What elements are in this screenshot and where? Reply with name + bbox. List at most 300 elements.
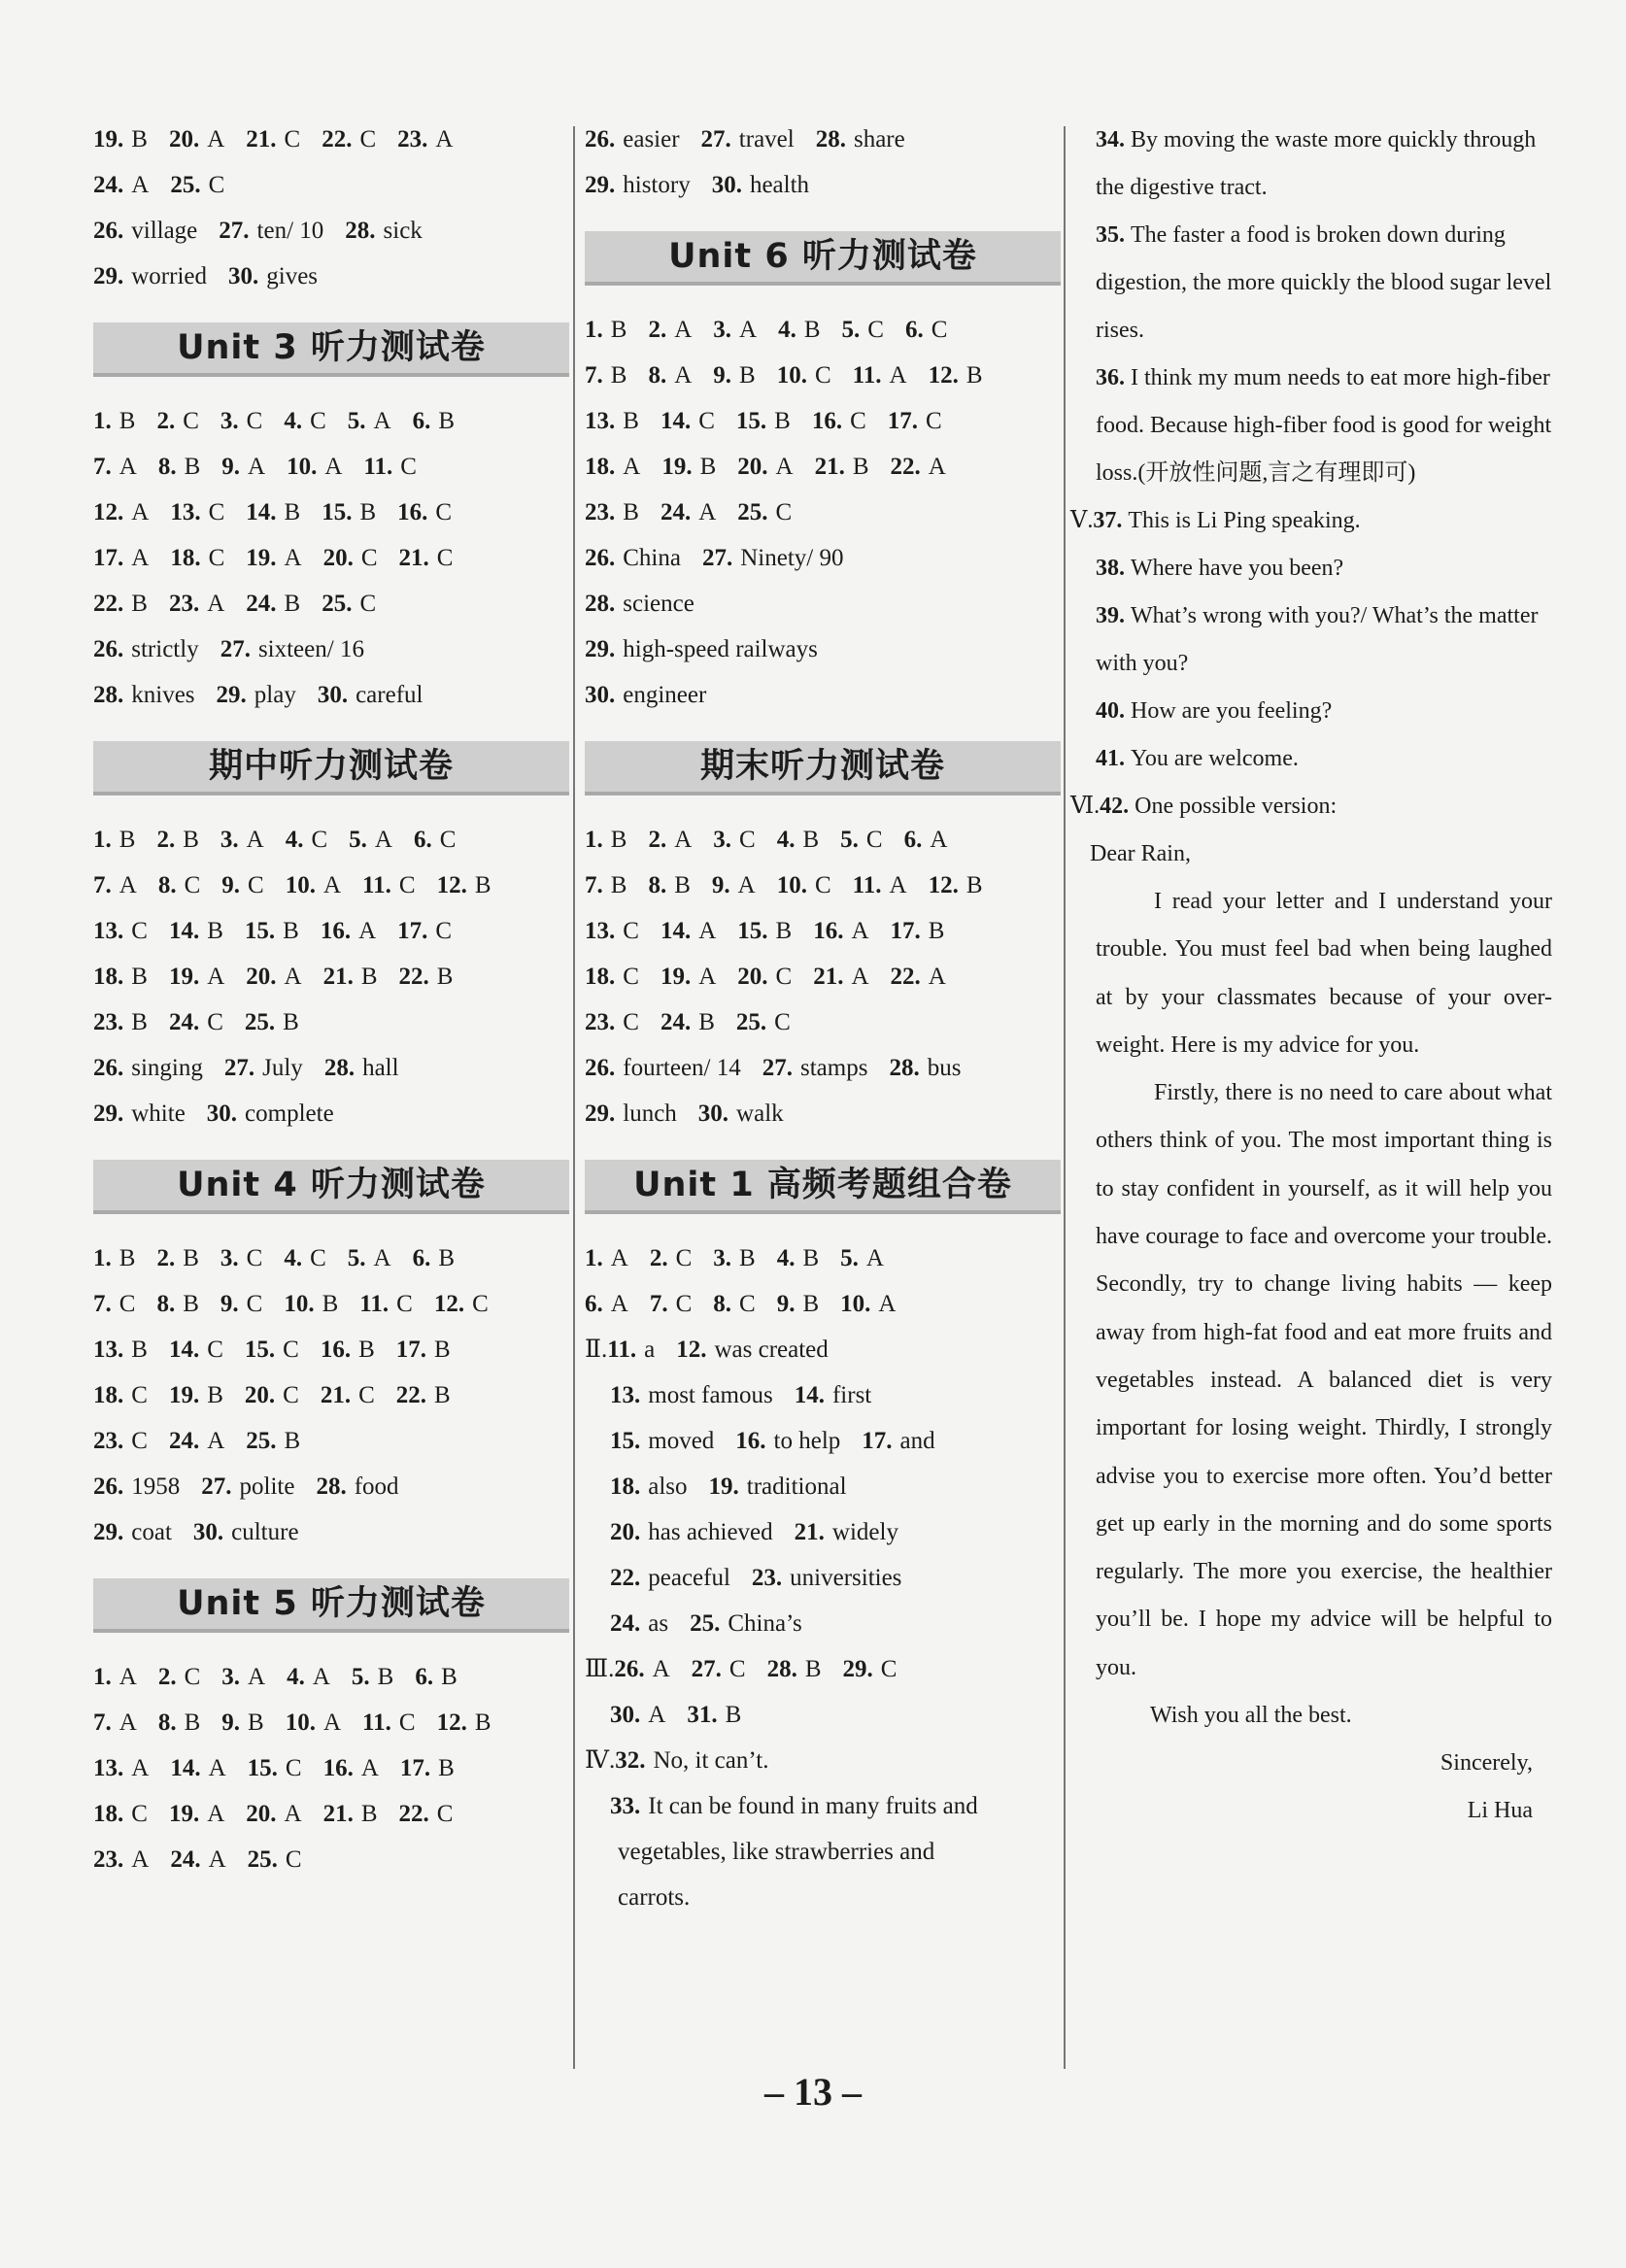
question-number: 2. [156, 408, 176, 434]
answer-item [93, 1418, 148, 1464]
question-number: 10. [284, 1291, 315, 1317]
answer-36: 36. I think my mum needs to eat more high-fiber food. Because high-fiber food is good for weight loss.(开放性问题,言之有理即可) [1096, 365, 1552, 486]
answer-35: 35. The faster a food is broken down during digestion, the more quickly the blood sugar level rises. [1096, 222, 1552, 343]
answer-item [170, 1745, 225, 1791]
question-number: 15. [247, 1755, 278, 1781]
answer-item [93, 581, 148, 626]
question-number: 30. [711, 172, 742, 198]
answer-item [286, 863, 341, 908]
answer-item [397, 908, 452, 954]
answer-item [585, 1045, 741, 1091]
question-number: 32. [615, 1747, 646, 1774]
answer-text: singing [131, 1055, 203, 1081]
answer-text: A [674, 362, 693, 389]
question-number: 6. [413, 827, 432, 853]
answer-item [217, 672, 296, 718]
answer-item [585, 817, 627, 863]
answer-line [585, 535, 1061, 581]
answer-item [93, 1745, 149, 1791]
question-number: 28. [345, 218, 376, 244]
answer-text: A [248, 454, 266, 480]
question-number: 9. [221, 454, 240, 480]
answer-text: C [728, 1656, 746, 1682]
answer-item [585, 444, 640, 490]
answer-line [93, 999, 569, 1045]
answer-item [585, 581, 694, 626]
answer-line [93, 1281, 569, 1327]
question-number: 1. [585, 1245, 603, 1271]
answer-item [224, 1045, 303, 1091]
answer-text: vegetables, like strawberries and [618, 1839, 935, 1865]
answer-item [93, 162, 149, 208]
answer-line [585, 353, 1061, 398]
question-number: 28. [766, 1656, 797, 1682]
answer-text: to help [773, 1428, 841, 1454]
answer-item [248, 1745, 302, 1791]
answer-text: peaceful [648, 1565, 730, 1591]
answer-text: hall [362, 1055, 399, 1081]
answer-text: C [131, 1382, 148, 1408]
question-number: 11. [852, 872, 882, 898]
answer-line [585, 672, 1061, 718]
answer-item [434, 1281, 489, 1327]
answer-text: C [246, 1245, 263, 1271]
answer-item [400, 1745, 455, 1791]
answer-item [221, 1700, 263, 1745]
answer-item [585, 1281, 628, 1327]
answer-item [93, 1509, 172, 1555]
answer-item [169, 954, 224, 999]
answer-item [650, 1281, 692, 1327]
answer-item [93, 254, 207, 299]
answer-item [701, 117, 795, 162]
question-number: 22. [322, 126, 353, 152]
answer-text: B [436, 964, 454, 990]
question-number: 14. [246, 499, 277, 525]
question-number: 13. [610, 1382, 641, 1408]
question-number: 12. [93, 499, 124, 525]
question-number: 10. [287, 454, 318, 480]
answer-item [813, 908, 868, 954]
answer-text: C [435, 499, 453, 525]
answer-text: China’s [728, 1610, 802, 1637]
answer-text: C [472, 1291, 489, 1317]
question-number: 3. [713, 1245, 731, 1271]
answer-text: A [374, 827, 392, 853]
question-number: 22. [398, 964, 429, 990]
answer-item [322, 581, 376, 626]
question-number: 27. [762, 1055, 793, 1081]
answer-text: A [360, 1755, 379, 1781]
answer-line [585, 1601, 1061, 1646]
answer-text: B [965, 362, 983, 389]
answer-item [321, 1372, 375, 1418]
answer-item [891, 954, 946, 999]
question-number: 24. [170, 1846, 201, 1873]
answer-item [762, 1045, 868, 1091]
answer-item [676, 1327, 829, 1372]
question-number: 29. [842, 1656, 873, 1682]
answer-item [158, 1654, 200, 1700]
answer-line [93, 1745, 569, 1791]
answer-text: C [183, 408, 199, 434]
question-number: 22. [395, 1382, 426, 1408]
question-number: 29. [93, 1519, 124, 1545]
question-number: 4. [285, 827, 304, 853]
question-number: 28. [889, 1055, 920, 1081]
answer-text: B [739, 362, 756, 389]
answer-item [158, 1700, 200, 1745]
answer-text: B [802, 1245, 820, 1271]
answer-text: C [208, 172, 225, 198]
column-divider [1064, 126, 1066, 2069]
question-number: 19. [168, 964, 200, 990]
question-number: 20. [246, 1801, 277, 1827]
answer-column-3 [1070, 117, 1552, 1835]
answer-item [156, 1281, 198, 1327]
answer-text: A [889, 872, 907, 898]
question-number: 19. [168, 1801, 200, 1827]
answer-item [853, 863, 907, 908]
answer-text: A [208, 1755, 226, 1781]
answer-text: white [131, 1100, 186, 1127]
question-number: 27. [700, 126, 731, 152]
question-number: 13. [93, 918, 124, 944]
question-number: 3. [713, 827, 731, 853]
question-number: 10. [840, 1291, 871, 1317]
answer-text: A [119, 1664, 137, 1690]
answer-item [396, 1372, 451, 1418]
question-number: 22. [890, 454, 921, 480]
answer-text: A [131, 545, 150, 571]
answer-text: B [131, 126, 148, 152]
answer-line [585, 398, 1061, 444]
answer-item [777, 353, 831, 398]
answer-text: B [852, 454, 869, 480]
answer-item [93, 626, 199, 672]
question-number: 24. [93, 172, 124, 198]
answer-text: B [284, 591, 301, 617]
question-number: 5. [347, 408, 366, 434]
answer-item [93, 444, 137, 490]
answer-item [889, 1045, 961, 1091]
answer-item [929, 863, 983, 908]
answer-text: A [322, 872, 341, 898]
answer-item [349, 817, 392, 863]
answer-text: history [623, 172, 691, 198]
answer-text: B [434, 1337, 451, 1363]
answer-text: A [324, 454, 343, 480]
answer-text: A [131, 1755, 150, 1781]
question-number: 15. [322, 499, 353, 525]
answer-text: B [183, 827, 199, 853]
answer-line [93, 817, 569, 863]
question-number: 21. [398, 545, 429, 571]
answer-item [585, 353, 627, 398]
answer-item [737, 954, 792, 999]
question-number: 7. [585, 362, 603, 389]
answer-item [352, 1654, 393, 1700]
answer-item [737, 444, 793, 490]
answer-item [712, 162, 809, 208]
answer-text: travel [738, 126, 795, 152]
answer-text: B [183, 1291, 199, 1317]
answer-item [614, 1646, 669, 1692]
answer-line [93, 1700, 569, 1745]
question-number: 30. [585, 682, 616, 708]
section-header: Unit 1 高频考题组合卷 [585, 1160, 1061, 1214]
answer-text: sick [383, 218, 423, 244]
question-number: 17. [890, 918, 921, 944]
answer-item [219, 208, 323, 254]
answer-text: A [648, 1702, 666, 1728]
question-number: 1. [585, 827, 603, 853]
answer-item [246, 1418, 300, 1464]
answer-text: C [400, 454, 417, 480]
answer-text: C [775, 964, 793, 990]
answer-text: B [131, 1009, 148, 1035]
answer-item [413, 1236, 455, 1281]
answer-item [93, 1372, 148, 1418]
answer-item [246, 1791, 301, 1837]
question-number: 21. [794, 1519, 825, 1545]
question-number: 4. [778, 317, 796, 343]
answer-line [585, 1327, 1061, 1372]
page-number: – 13 – [764, 2070, 862, 2114]
question-number: 12. [436, 872, 467, 898]
question-number: 25. [735, 1009, 767, 1035]
answer-text: worried [131, 263, 207, 289]
section-header: Unit 3 听力测试卷 [93, 322, 569, 377]
answer-line [93, 254, 569, 299]
answer-text: also [648, 1473, 688, 1500]
answer-text: first [831, 1382, 872, 1408]
answer-text: B [131, 964, 148, 990]
answer-item [585, 999, 639, 1045]
question-number: 12. [928, 362, 959, 389]
answer-item [169, 1327, 223, 1372]
answer-text: carrots. [618, 1884, 691, 1911]
letter-closing: Wish you all the best. [1150, 1703, 1352, 1729]
answer-text: A [674, 827, 693, 853]
answer-text: B [610, 827, 627, 853]
answer-item [891, 908, 945, 954]
answer-text: C [131, 1801, 148, 1827]
question-number: 29. [585, 1100, 616, 1127]
answer-item [93, 208, 197, 254]
answer-text: A [865, 1245, 884, 1271]
answer-item [713, 353, 755, 398]
question-number: 28. [93, 682, 124, 708]
answer-item [207, 1091, 334, 1136]
answer-item [287, 444, 342, 490]
question-number: 24. [168, 1428, 200, 1454]
question-number: 9. [776, 1291, 796, 1317]
answer-text: C [436, 1801, 454, 1827]
answer-text: B [438, 1245, 455, 1271]
answer-item [363, 444, 417, 490]
answer-text: C [283, 1337, 299, 1363]
answer-item [610, 1829, 934, 1875]
letter-signature: Li Hua [1467, 1798, 1533, 1824]
answer-item [93, 999, 148, 1045]
question-number: 16. [320, 918, 352, 944]
answer-text: careful [356, 682, 423, 708]
answer-text: culture [231, 1519, 299, 1545]
answer-text: C [358, 1382, 375, 1408]
answer-item [246, 954, 301, 999]
question-number: 14. [660, 918, 692, 944]
answer-text: and [899, 1428, 935, 1454]
question-number: 16. [320, 1337, 352, 1363]
answer-line [585, 1783, 1061, 1829]
question-number: 10. [285, 872, 316, 898]
answer-text: A [207, 1801, 225, 1827]
question-number: 21. [246, 126, 277, 152]
question-number: 21. [320, 1382, 352, 1408]
answer-text: C [119, 1291, 136, 1317]
answer-item [246, 535, 301, 581]
answer-text: A [851, 964, 869, 990]
answer-text: B [184, 454, 201, 480]
answer-text: B [248, 1709, 264, 1736]
answer-item [661, 999, 715, 1045]
question-number: 27. [223, 1055, 255, 1081]
question-number: 26. [585, 126, 616, 152]
answer-text: C [398, 872, 416, 898]
answer-line [93, 1372, 569, 1418]
answer-text: C [774, 1009, 791, 1035]
section-roman-numeral: Ⅳ. [585, 1747, 616, 1774]
question-number: 30. [610, 1702, 641, 1728]
answer-item [692, 1646, 746, 1692]
answer-item [843, 1646, 898, 1692]
answer-item [610, 1783, 978, 1829]
answer-text: C [359, 591, 377, 617]
answer-text: B [610, 362, 627, 389]
answer-item [610, 1692, 665, 1738]
answer-item [650, 1236, 692, 1281]
question-number: 6. [412, 1245, 431, 1271]
answer-item [690, 1601, 802, 1646]
answer-text: C [246, 408, 263, 434]
answer-41: 41. You are welcome. [1096, 746, 1299, 771]
question-number: 6. [415, 1664, 434, 1690]
question-number: 17. [887, 408, 918, 434]
answer-line [585, 908, 1061, 954]
answer-text: B [359, 499, 377, 525]
question-number: 26. [93, 1055, 124, 1081]
question-number: 4. [776, 827, 796, 853]
answer-text: B [131, 1337, 148, 1363]
answer-item [156, 1236, 198, 1281]
question-number: 20. [168, 126, 200, 152]
answer-item [246, 490, 300, 535]
answer-item [840, 1281, 896, 1327]
answer-text: C [926, 408, 942, 434]
answer-text: B [284, 499, 301, 525]
answer-item [397, 117, 453, 162]
answer-text: B [803, 317, 821, 343]
answer-column-1 [93, 117, 569, 1882]
answer-text: B [434, 1382, 451, 1408]
section-header: 期末听力测试卷 [585, 741, 1061, 795]
answer-text: July [262, 1055, 303, 1081]
question-number: 1. [93, 1245, 112, 1271]
answer-line [585, 1045, 1061, 1091]
question-number: 23. [168, 591, 200, 617]
answer-text: C [285, 1755, 302, 1781]
question-number: 31. [687, 1702, 718, 1728]
answer-item [648, 353, 692, 398]
answer-item [648, 307, 692, 353]
question-number: 16. [397, 499, 428, 525]
answer-item [842, 307, 884, 353]
question-number: 8. [648, 872, 667, 898]
answer-text: B [474, 872, 491, 898]
answer-item [228, 254, 318, 299]
question-number: 29. [585, 172, 616, 198]
answer-37: Ⅴ.37. This is Li Ping speaking. [1070, 508, 1361, 533]
answer-line [93, 863, 569, 908]
answer-line [585, 1738, 1061, 1783]
answer-text: C [675, 1245, 693, 1271]
answer-item [777, 1281, 819, 1327]
answer-text: A [312, 1664, 330, 1690]
question-number: 6. [904, 317, 924, 343]
question-number: 33. [610, 1793, 641, 1819]
question-number: 14. [660, 408, 692, 434]
answer-item [795, 1509, 898, 1555]
question-number: 20. [246, 964, 277, 990]
answer-item [888, 398, 942, 444]
answer-line [585, 1692, 1061, 1738]
question-number: 23. [93, 1009, 124, 1035]
answer-text: B [131, 591, 148, 617]
answer-item [585, 307, 627, 353]
answer-text: C [439, 827, 457, 853]
answer-item [169, 1418, 224, 1464]
answer-text: B [360, 1801, 378, 1827]
question-number: 2. [156, 827, 176, 853]
answer-item [93, 1700, 137, 1745]
answer-item [93, 1281, 135, 1327]
answer-item [348, 1236, 391, 1281]
question-number: 1. [93, 1664, 112, 1690]
question-number: 30. [192, 1519, 224, 1545]
question-number: 3. [220, 827, 239, 853]
answer-line [93, 1327, 569, 1372]
answer-38: 38. Where have you been? [1096, 556, 1344, 581]
answer-item [286, 1700, 341, 1745]
question-number: 8. [157, 1709, 177, 1736]
question-number: 24. [610, 1610, 641, 1637]
answer-item [93, 535, 149, 581]
answer-text: A [246, 827, 264, 853]
answer-text: A [207, 126, 225, 152]
answer-item [648, 817, 692, 863]
question-number: 23. [751, 1565, 783, 1591]
question-number: 3. [220, 408, 239, 434]
question-number: 13. [585, 918, 616, 944]
answer-text: B [802, 827, 820, 853]
answer-item [661, 908, 716, 954]
answer-item [245, 999, 299, 1045]
question-number: 13. [585, 408, 616, 434]
answer-line [585, 999, 1061, 1045]
answer-item [221, 863, 263, 908]
answer-item [399, 1791, 454, 1837]
